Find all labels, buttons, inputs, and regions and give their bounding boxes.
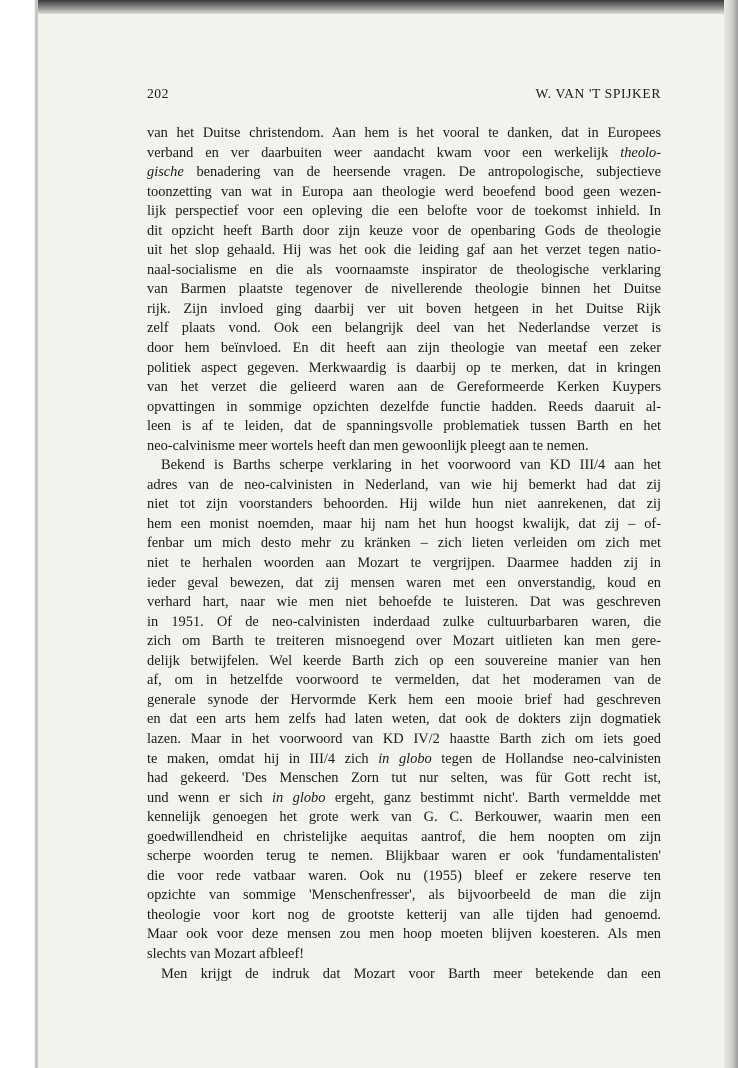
text-line bbox=[147, 515, 661, 535]
text-line bbox=[147, 319, 661, 339]
text-run: theologie voor kort nog de grootste ketterij van alle tijden had genoemd. bbox=[147, 906, 661, 923]
italic-text: in globo bbox=[378, 750, 432, 767]
text-run: slechts van Mozart afbleef! bbox=[147, 945, 305, 962]
text-run: verband en ver daarbuiten weer aandacht kwam voor een werkelijk bbox=[147, 144, 621, 161]
text-run: kennelijk genoegen het grote werk van G. C. Berkouwer, waarin men een bbox=[147, 809, 661, 826]
text-line bbox=[147, 906, 661, 926]
italic-text: theolo- bbox=[620, 144, 661, 161]
text-run: in 1951. Of de neo-calvinisten inderdaad zulke cultuurbarbaren waren, die bbox=[147, 613, 661, 630]
text-line bbox=[147, 808, 661, 828]
text-line bbox=[147, 300, 661, 320]
text-run: zelf plaats vond. Ook een belangrijk deel van het Nederlandse verzet is bbox=[147, 320, 661, 337]
scan-right-edge bbox=[724, 0, 738, 1068]
text-run: tegen de Hollandse neo-calvinisten bbox=[431, 750, 661, 767]
text-run: die voor rede vatbaar waren. Ook nu (1955) bleef er zekere reserve ten bbox=[147, 867, 661, 884]
text-run: dit opzicht heeft Barth door zijn keuze voor de openbaring Gods de theologie bbox=[147, 222, 661, 239]
text-line bbox=[147, 632, 661, 652]
running-head-author: W. VAN 'T SPIJKER bbox=[535, 86, 661, 101]
text-line bbox=[147, 241, 661, 261]
text-run: lijk perspectief voor een opleving die een belofte voor de toekomst inhield. In bbox=[147, 203, 661, 220]
text-run: van het Duitse christendom. Aan hem is het vooral te danken, dat in Europees bbox=[147, 125, 661, 141]
text-line bbox=[147, 554, 661, 574]
scan-left-margin bbox=[0, 0, 40, 1068]
body-text bbox=[147, 124, 661, 984]
text-line bbox=[147, 652, 661, 672]
text-run: goedwillendheid en christelijke aequitas aantrof, die hem noopten om zijn bbox=[147, 828, 661, 845]
text-line bbox=[147, 222, 661, 242]
scan-top-edge bbox=[38, 0, 738, 14]
text-run: door hem beïnvloed. En dit heeft aan zijn theologie van meetaf een zeker bbox=[147, 340, 661, 357]
text-line bbox=[147, 280, 661, 300]
text-line bbox=[147, 359, 661, 379]
text-run: generale synode der Hervormde Kerk hem een mooie brief had geschreven bbox=[147, 691, 661, 708]
text-line bbox=[147, 163, 661, 183]
text-run: ergeht, ganz bestimmt nicht'. Barth vermeldde met bbox=[325, 789, 662, 806]
text-line bbox=[147, 456, 661, 476]
text-run: lazen. Maar in het voorwoord van KD IV/2 haastte Barth zich om iets goed bbox=[147, 730, 661, 747]
text-run: und wenn er sich bbox=[147, 789, 272, 806]
text-run: opzichte van sommige 'Menschenfresser', als bijvoorbeeld de man die zijn bbox=[147, 887, 661, 904]
text-run: leen is af te leiden, dat de spanningsvolle problematiek tussen Barth en het bbox=[147, 418, 661, 435]
text-line bbox=[147, 378, 661, 398]
text-line bbox=[147, 847, 661, 867]
text-line bbox=[147, 476, 661, 496]
text-run: te maken, omdat hij in III/4 zich bbox=[147, 750, 379, 767]
text-run: Men krijgt de indruk dat Mozart voor Barth meer betekende dan een bbox=[161, 965, 661, 982]
text-line bbox=[147, 534, 661, 554]
text-run: opvattingen in sommige opzichten dezelfde functie hadden. Reeds daaruit al- bbox=[147, 398, 661, 415]
text-line bbox=[147, 144, 661, 164]
text-run: rijk. Zijn invloed ging daarbij ver uit boven hetgeen in het Duitse Rijk bbox=[147, 300, 661, 317]
text-run: af, om in hetzelfde voorwoord te vermelden, dat het moderamen van de bbox=[147, 672, 661, 689]
text-line bbox=[147, 124, 661, 144]
text-run: politiek aspect gegeven. Merkwaardig is daarbij op te merken, dat in kringen bbox=[147, 359, 661, 376]
text-line bbox=[147, 945, 661, 965]
text-line bbox=[147, 925, 661, 945]
text-run: en dat een arts hem zelfs had laten weten, dat ook de dokters zijn dogmatiek bbox=[147, 711, 661, 728]
page-number: 202 bbox=[147, 86, 169, 101]
italic-text: gische bbox=[147, 164, 184, 181]
text-run: adres van de neo-calvinisten in Nederland, van wie hij bemerkt had dat zij bbox=[147, 476, 661, 493]
text-line bbox=[147, 671, 661, 691]
text-run: uit het slop gehaald. Hij was het ook die leiding gaf aan het verzet tegen natio- bbox=[147, 242, 661, 259]
text-line bbox=[147, 965, 661, 985]
text-run: benadering van de heersende vragen. De antropologische, subjectieve bbox=[183, 164, 661, 181]
text-line bbox=[147, 730, 661, 750]
running-head bbox=[147, 86, 661, 106]
text-line bbox=[147, 867, 661, 887]
italic-text: in globo bbox=[272, 789, 326, 806]
text-run: niet te herhalen woorden aan Mozart te vergrijpen. Daarmee hadden zij in bbox=[147, 555, 661, 572]
text-run: verhard hart, naar wie men niet behoefde te luisteren. Dat was geschreven bbox=[147, 594, 661, 611]
text-line bbox=[147, 769, 661, 789]
text-line bbox=[147, 613, 661, 633]
text-line bbox=[147, 886, 661, 906]
text-run: fenbar um mich desto mehr zu kränken – zich lieten verleiden om zich met bbox=[147, 535, 661, 552]
text-line bbox=[147, 593, 661, 613]
text-line bbox=[147, 417, 661, 437]
text-run: had gekeerd. 'Des Menschen Zorn tut nur selten, was für Gott recht ist, bbox=[147, 770, 661, 787]
text-run: hem een monist noemden, maar hij nam het hun hoogst kwalijk, dat zij – of- bbox=[147, 515, 661, 532]
text-run: zich om Barth te treiteren misnoegend over Mozart uitlieten kan men gere- bbox=[147, 633, 661, 650]
text-run: van Barmen plaatste tegenover de nivellerende theologie binnen het Duitse bbox=[147, 281, 661, 298]
text-line bbox=[147, 710, 661, 730]
text-run: Maar ook voor deze mensen zou men hoop moeten blijven koesteren. Als men bbox=[147, 926, 661, 943]
text-run: neo-calvinisme meer wortels heeft dan men gewoonlijk pleegt aan te nemen. bbox=[147, 437, 589, 454]
text-run: niet tot zijn voorstanders behoorden. Hij wilde hun niet aanrekenen, dat zij bbox=[147, 496, 661, 513]
text-run: van het verzet die gelieerd waren aan de Gereformeerde Kerken Kuypers bbox=[147, 379, 661, 396]
text-line bbox=[147, 828, 661, 848]
text-line bbox=[147, 261, 661, 281]
text-line bbox=[147, 750, 661, 770]
text-line bbox=[147, 183, 661, 203]
text-run: delijk betwijfelen. Wel keerde Barth zich op een souvereine manier van hen bbox=[147, 652, 661, 669]
text-line bbox=[147, 574, 661, 594]
text-line bbox=[147, 691, 661, 711]
text-line bbox=[147, 202, 661, 222]
text-run: scherpe woorden terug te nemen. Blijkbaar waren er ook 'fundamentalisten' bbox=[147, 848, 661, 865]
text-run: ieder geval bewezen, dat zij mensen waren met een onverstandig, koud en bbox=[147, 574, 661, 591]
text-run: toonzetting van wat in Europa aan theologie werd beoefend bood geen wezen- bbox=[147, 183, 661, 200]
text-line bbox=[147, 398, 661, 418]
text-line bbox=[147, 495, 661, 515]
text-line bbox=[147, 789, 661, 809]
text-line bbox=[147, 339, 661, 359]
text-run: naal-socialisme en die als voornaamste inspirator de theologische verklaring bbox=[147, 261, 661, 278]
text-run: Bekend is Barths scherpe verklaring in het voorwoord van KD III/4 aan het bbox=[161, 457, 661, 474]
text-line bbox=[147, 437, 661, 457]
